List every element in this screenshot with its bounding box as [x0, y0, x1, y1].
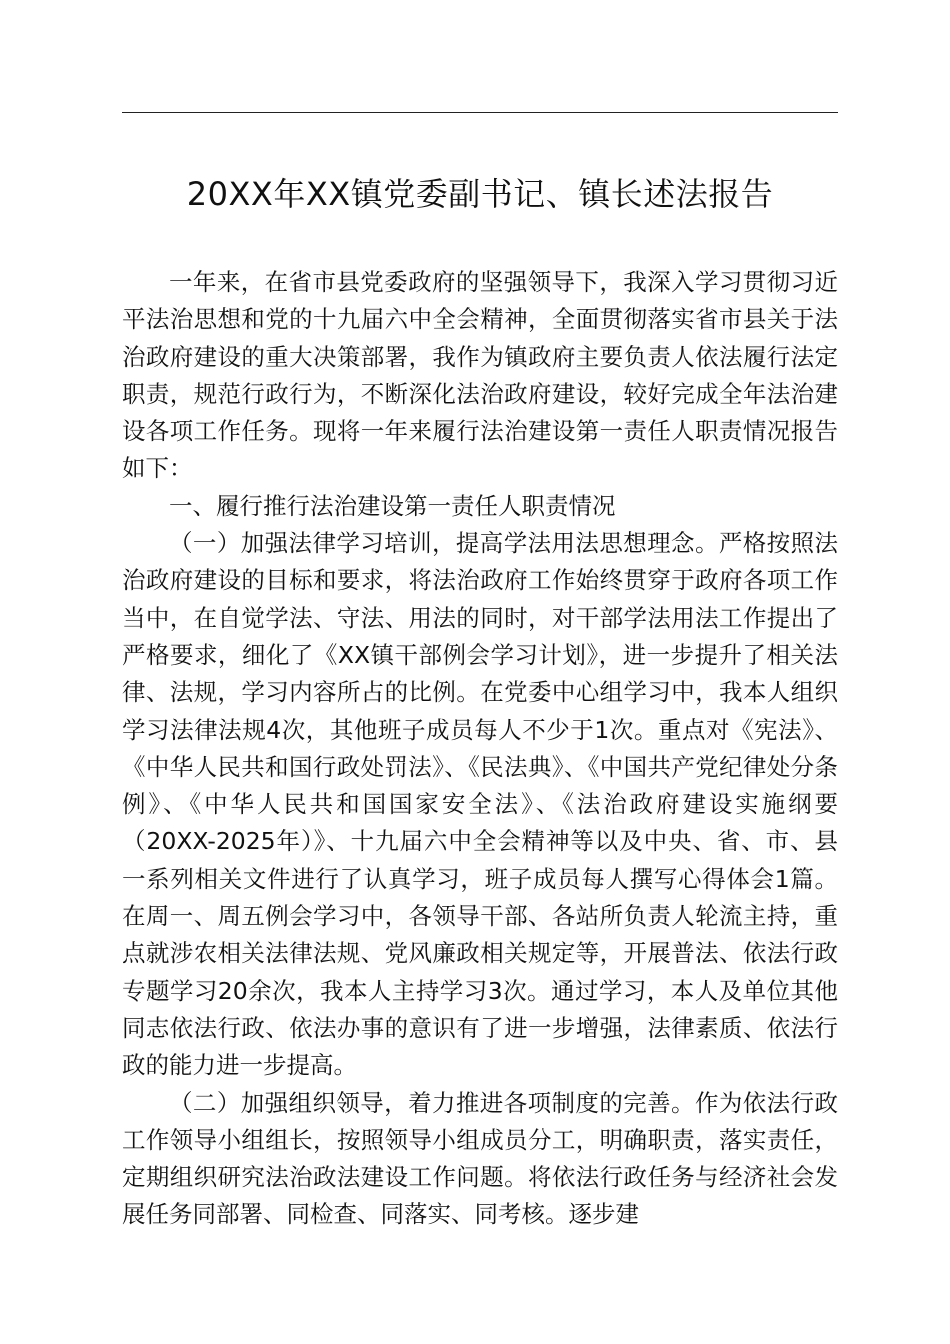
paragraph-organization-leadership: （二）加强组织领导，着力推进各项制度的完善。作为依法行政工作领导小组组长，按照领导小组成员分工，明确职责，落实责任，定期组织研究法治政法建设工作问题。将依法行政任务与经济社会发展任务同部署、同检查、同落实、同考核。逐步建	[122, 1088, 838, 1229]
paragraph-study-training: （一）加强法律学习培训，提高学法用法思想理念。严格按照法治政府建设的目标和要求，将法治政府工作始终贯穿于政府各项工作当中，在自觉学法、守法、用法的同时，对干部学法用法工作提出了严格要求，细化了《XX镇干部例会学习计划》，进一步提升了相关法律、法规，学习内容所占的比例。在党委中心组学习中，我本人组织学习法律法规4次，其他班子成员每人不少于1次。重点对《宪法》、《中华人民共和国行政处罚法》、《民法典》、《中国共产党纪律处分条例》、《中华人民共和国国家安全法》、《法治政府建设实施纲要（20XX-2025年）》、十九届六中全会精神等以及中央、省、市、县一系列相关文件进行了认真学习，班子成员每人撰写心得体会1篇。在周一、周五例会学习中，各领导干部、各站所负责人轮流主持，重点就涉农相关法律法规、党风廉政相关规定等，开展普法、依法行政专题学习20余次，我本人主持学习3次。通过学习，本人及单位其他同志依法行政、依法办事的意识有了进一步增强，法律素质、依法行政的能力进一步提高。	[122, 529, 838, 1080]
header-rule	[122, 112, 838, 113]
document-body	[122, 264, 838, 1234]
document-title: 20XX年XX镇党委副书记、镇长述法报告	[186, 175, 774, 213]
paragraph-intro: 一年来，在省市县党委政府的坚强领导下，我深入学习贯彻习近平法治思想和党的十九届六中全会精神，全面贯彻落实省市县关于法治政府建设的重大决策部署，我作为镇政府主要负责人依法履行法定职责，规范行政行为，不断深化法治政府建设，较好完成全年法治建设各项工作任务。现将一年来履行法治建设第一责任人职责情况报告如下：	[122, 268, 838, 483]
section-heading-1: 一、履行推行法治建设第一责任人职责情况	[169, 491, 616, 520]
